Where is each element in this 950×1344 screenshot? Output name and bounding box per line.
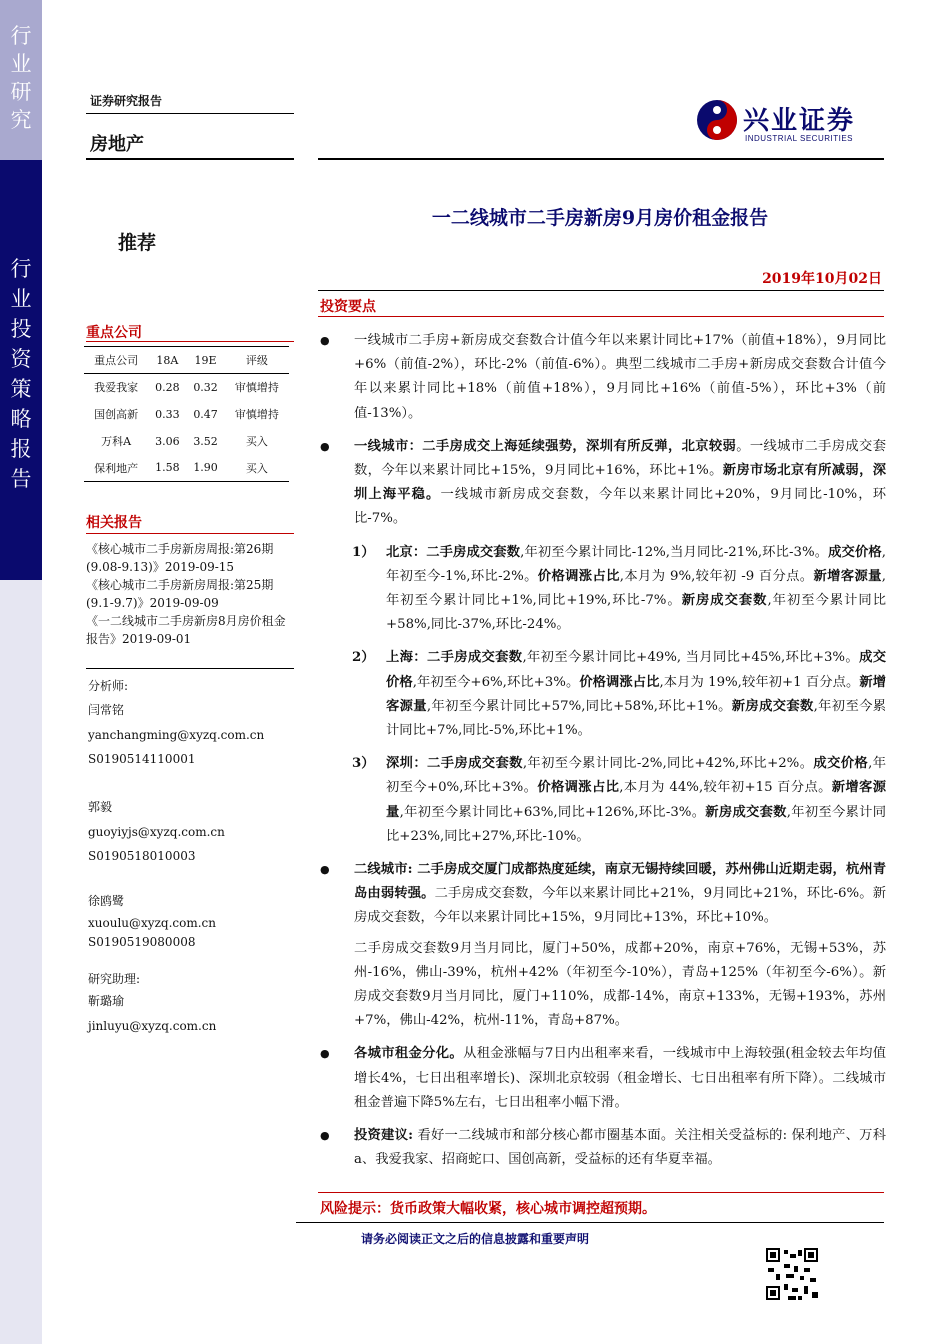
related-reports-list <box>86 540 296 648</box>
qr-code-icon <box>764 1246 820 1302</box>
sub-number: 1） <box>352 544 375 560</box>
table-row <box>84 401 289 428</box>
company-logo <box>695 98 885 148</box>
assistant-label: 研究助理: <box>88 972 141 986</box>
paragraph-text: 二手房成交套数9月当月同比，厦门+50%，成都+20%，南京+76%，无锡+53%，苏州-16%，佛山-39%，杭州+42%（年初至今-10%），青岛+125%（年初至今-6%）。新房成交套数9月当月同比，厦门+110%，成都-14%，南京+133%，无锡+193%，苏州+7%，佛山-42%，杭州-11%，青岛+87%。 <box>354 940 886 1029</box>
analyst-name: 徐鸥鹭 <box>88 894 125 908</box>
sub-number: 2） <box>352 650 375 666</box>
bullet-text: 。一线城市二手房成交套数，今年以来累计同比+15%，9月同比+16%，环比+1%。 <box>354 438 887 479</box>
related-report-link[interactable]: 《一二线城市二手房新房8月房价租金报告》2019-09-01 <box>86 614 286 646</box>
logo-mark-icon <box>695 98 739 142</box>
risk-rule <box>318 1192 884 1193</box>
sidebar-char: 业 <box>10 52 32 76</box>
sidebar-char: 业 <box>10 287 32 311</box>
assistant-name: 靳璐瑜 <box>88 994 125 1008</box>
bullet-bold: 新房市场北京有所减弱，深圳上海平稳。 <box>354 463 886 503</box>
disclaimer-footer: 请务必阅读正文之后的信息披露和重要声明 <box>360 1232 589 1246</box>
key-companies-rule <box>86 341 294 342</box>
table-cell: 0.33 <box>155 407 180 421</box>
report-date: 2019年10月02日 <box>762 271 882 287</box>
sidebar-char: 报 <box>10 437 32 461</box>
metric-text: ,年初至今-1%,环比-2%。 <box>386 544 887 584</box>
analyst-name: 闫常铭 <box>88 703 125 717</box>
metric-label: 成交价格 <box>386 650 887 690</box>
table-cell: 我爱我家 <box>94 381 139 395</box>
metric-label: 二手房成交套数 <box>426 650 523 666</box>
sidebar <box>0 0 42 1344</box>
city-label: 北京： <box>386 544 427 560</box>
table-cell: 买入 <box>225 455 289 482</box>
table-cell: 审慎增持 <box>234 381 279 395</box>
sub-number: 3） <box>352 756 375 772</box>
metric-text: ,年初至今累计同比+7%,同比-5%,环比+1%。 <box>386 698 887 739</box>
key-companies-table <box>84 346 289 482</box>
sidebar-top-label <box>0 22 42 134</box>
analyst-email[interactable]: guoyiyjs@xyzq.com.cn <box>88 825 225 839</box>
table-cell: 国创高新 <box>94 408 139 421</box>
sidebar-char: 资 <box>10 347 32 371</box>
metric-label: 新房成交套数 <box>731 698 814 714</box>
assistant-email[interactable]: jinluyu@xyzq.com.cn <box>88 1019 217 1033</box>
table-cell: 万科A <box>101 435 132 448</box>
logo-text-en: INDUSTRIAL SECURITIES <box>745 134 853 143</box>
metric-label: 二手房成交套数 <box>426 544 521 560</box>
metric-text: ,年初至今累计同比-2%,同比+42%,环比+2%。 <box>522 756 814 772</box>
table-cell: 3.52 <box>193 434 218 448</box>
table-row <box>84 374 289 401</box>
sidebar-char: 行 <box>10 24 32 48</box>
metric-text: ,本月为 9%,较年初 -9 百分点。 <box>619 568 814 584</box>
bullet-bold: 二线城市: 二手房成交厦门成都热度延续，南京无锡持续回暖，苏州佛山近期走弱，杭州青岛由弱转强。 <box>354 862 886 902</box>
sidebar-char: 策 <box>10 377 32 401</box>
analyst-email[interactable]: xuoulu@xyzq.com.cn <box>88 916 216 930</box>
table-header-cell: 重点公司 <box>84 347 148 374</box>
analyst-label: 分析师: <box>88 679 129 693</box>
risk-warning: 风险提示：货币政策大幅收紧，核心城市调控超预期。 <box>320 1201 656 1217</box>
table-cell: 0.32 <box>193 380 218 394</box>
metric-text: ,年初至今+6%,环比+3%。 <box>412 674 580 690</box>
analyst-name: 郭毅 <box>88 800 113 814</box>
sector-label: 房地产 <box>90 134 144 155</box>
table-header-row <box>84 347 289 374</box>
highlights-body <box>320 325 886 1173</box>
related-report-link[interactable]: 《核心城市二手房新房周报:第25期(9.1-9.7)》2019-09-09 <box>86 578 274 610</box>
report-type: 证券研究报告 <box>90 94 163 108</box>
sidebar-char: 研 <box>10 80 32 104</box>
sub-shanghai <box>320 646 886 743</box>
highlights-rule <box>318 316 884 317</box>
header-underline-right <box>318 158 884 160</box>
city-label: 深圳： <box>386 756 428 772</box>
analyst-id: S0190519080008 <box>88 935 196 949</box>
related-reports-heading: 相关报告 <box>86 515 142 531</box>
logo-text-cn: 兴业证券 <box>743 106 856 136</box>
header-divider-left <box>86 113 294 114</box>
metric-text: ,年初至今累计同比+23%,同比+27%,环比-10%。 <box>386 804 887 844</box>
bullet-bold: 投资建议: <box>354 1128 414 1144</box>
table-header-cell: 评级 <box>225 347 289 374</box>
table-row <box>84 428 289 455</box>
metric-text: ,年初至今+0%,环比+3%。 <box>386 756 887 796</box>
sidebar-char: 究 <box>10 108 32 132</box>
key-companies-heading: 重点公司 <box>86 325 142 341</box>
bullet-overview <box>320 329 886 426</box>
metric-label: 成交价格 <box>828 544 882 560</box>
metric-label: 新增客源量 <box>813 568 882 584</box>
metric-text: ,年初至今累计同比+57%,同比+58%,环比+1%。 <box>426 698 732 714</box>
metric-text: ,年初至今累计同比+49%, 当月同比+45%,环比+3%。 <box>522 650 860 666</box>
bullet-text: 二手房成交套数，今年以来累计同比+21%，9月同比+21%，环比-6%。新房成交套数，今年以来累计同比+15%，9月同比+13%，环比+10%。 <box>354 886 886 926</box>
metric-label: 新房成交套数 <box>681 593 768 609</box>
sidebar-char: 行 <box>10 257 32 281</box>
table-cell: 审慎增持 <box>234 408 279 421</box>
sidebar-mid-label <box>0 254 42 494</box>
analyst-id: S0190518010003 <box>88 849 196 863</box>
bullet-text: 看好一二线城市和部分核心都市圈基本面。关注相关受益标的: 保利地产、万科a、我爱我家、招商蛇口、国创高新，受益标的还有华夏幸福。 <box>354 1128 886 1168</box>
metric-text: ,本月为 19%,较年初+1 百分点。 <box>659 674 860 690</box>
tier2-detail-paragraph <box>320 937 886 1034</box>
metric-text: ,年初至今累计同比+1%,同比+19%,环比-7%。 <box>386 568 887 609</box>
metric-label: 新房成交套数 <box>705 804 787 820</box>
analyst-id: S0190514110001 <box>88 752 196 766</box>
metric-label: 价格调涨占比 <box>537 568 620 584</box>
city-label: 上海： <box>386 650 427 666</box>
sub-beijing <box>320 541 886 638</box>
rating-label: 推荐 <box>118 232 157 254</box>
bullet-rent <box>320 1042 886 1115</box>
metric-label: 成交价格 <box>813 756 869 772</box>
sidebar-char: 投 <box>10 317 32 341</box>
bullet-tier2 <box>320 858 886 931</box>
table-cell: 1.90 <box>186 455 224 482</box>
analyst-email[interactable]: yanchangming@xyzq.com.cn <box>88 728 265 742</box>
table-cell: 3.06 <box>155 434 180 448</box>
sub-shenzhen <box>320 752 886 849</box>
header-underline-left <box>86 158 294 160</box>
bullet-text: 从租金涨幅与7日内出租率来看，一线城市中上海较强(租金较去年均值增长4%，七日出租率增长)、深圳北京较弱（租金增长、七日出租率有所下降）。二线城市租金普遍下降5%左右，七日出租率小幅下滑。 <box>354 1046 886 1110</box>
investment-highlights-heading: 投资要点 <box>320 299 376 315</box>
metric-label: 价格调涨占比 <box>579 674 660 690</box>
table-cell: 1.58 <box>148 455 186 482</box>
table-header-cell: 18A <box>148 347 186 374</box>
bullet-bold: 一线城市：二手房成交上海延续强势，深圳有所反弹，北京较弱 <box>354 438 737 454</box>
table-header-cell: 19E <box>186 347 224 374</box>
table-row <box>84 455 289 482</box>
footer-rule <box>296 1222 884 1223</box>
bullet-tier1 <box>320 435 886 532</box>
metric-label: 新增客源量 <box>386 780 887 820</box>
date-divider <box>318 290 884 291</box>
metric-text: ,年初至今累计同比-12%,当月同比-21%,环比-3%。 <box>520 544 829 560</box>
bullet-text: 一线城市新房成交套数，今年以来累计同比+20%，9月同比-10%，环比-7%。 <box>354 487 887 527</box>
bullet-text: 一线城市二手房+新房成交套数合计值今年以来累计同比+17%（前值+18%），9月同比+6%（前值-2%），环比-2%（前值-6%）。典型二线城市二手房+新房成交套数合计值今年以来累计同比+18%（前值+18%），9月同比+16%（前值-5%），环比+3%（前值-13%）。 <box>354 333 886 421</box>
table-cell: 买入 <box>245 435 268 448</box>
metric-label: 新增客源量 <box>386 674 887 714</box>
metric-label: 价格调涨占比 <box>537 780 620 796</box>
sidebar-char: 略 <box>10 407 32 431</box>
metric-text: ,本月为 44%,较年初+15 百分点。 <box>619 780 832 796</box>
bullet-bold: 各城市租金分化。 <box>354 1046 464 1062</box>
bullet-advice <box>320 1124 886 1172</box>
table-cell: 0.28 <box>155 380 180 394</box>
analyst-divider <box>86 668 294 669</box>
metric-label: 二手房成交套数 <box>427 756 523 772</box>
table-cell: 保利地产 <box>84 455 148 482</box>
sidebar-char: 告 <box>10 467 32 491</box>
report-title: 一二线城市二手房新房9月房价租金报告 <box>431 207 769 229</box>
metric-text: ,年初至今累计同比+58%,同比-37%,环比-24%。 <box>386 593 886 633</box>
metric-text: ,年初至今累计同比+63%,同比+126%,环比-3%。 <box>399 804 706 820</box>
table-cell: 0.47 <box>193 407 218 421</box>
related-report-link[interactable]: 《核心城市二手房新房周报:第26期(9.08-9.13)》2019-09-15 <box>86 542 274 574</box>
related-reports-rule <box>86 533 294 534</box>
